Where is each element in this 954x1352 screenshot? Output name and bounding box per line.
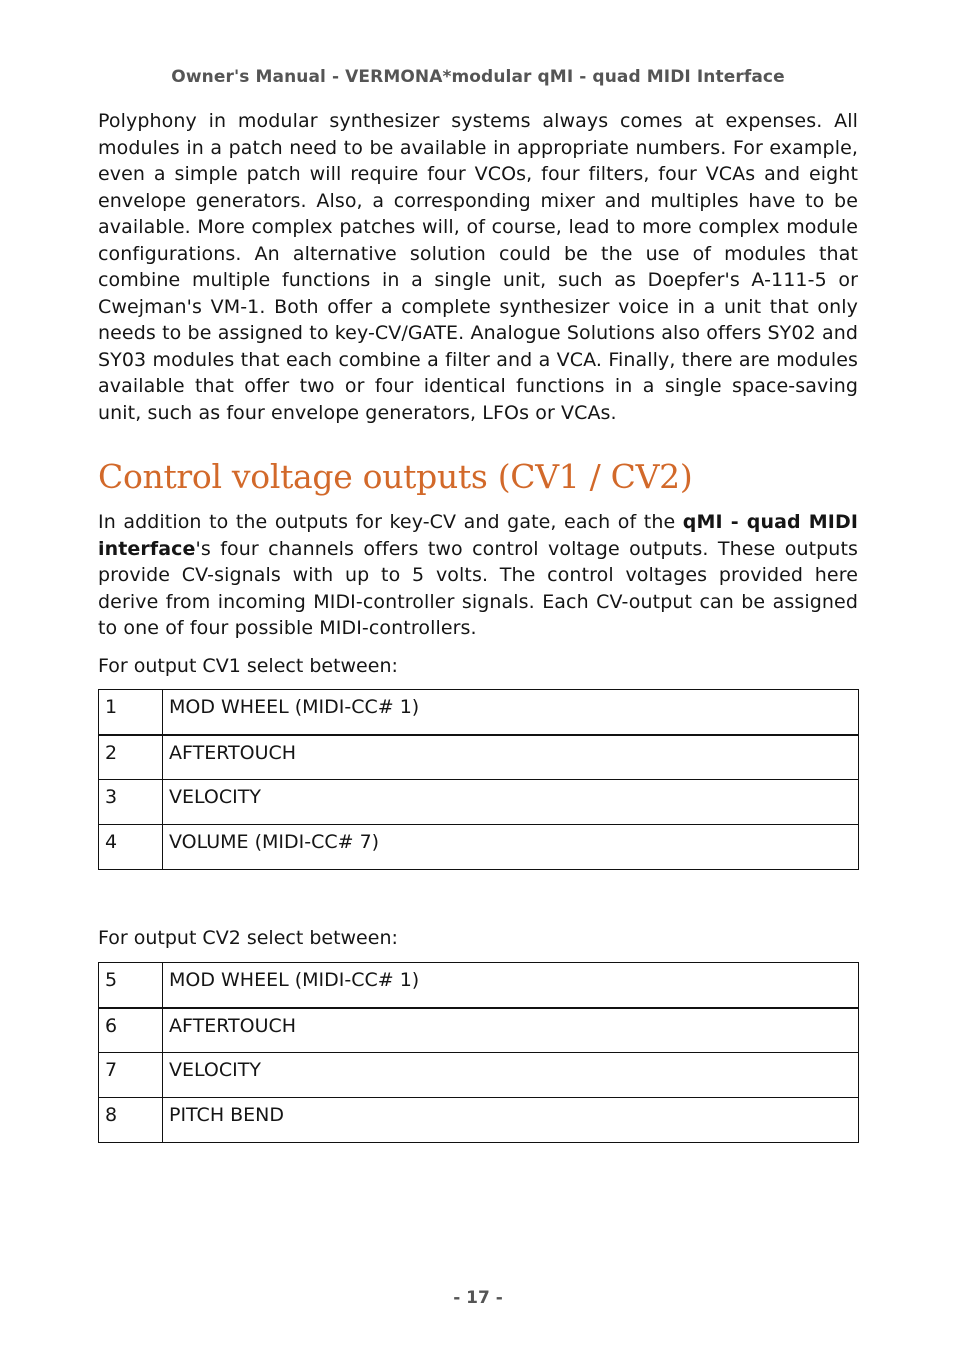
table-row xyxy=(99,780,859,825)
option-number: 6 xyxy=(99,1008,163,1053)
section-paragraph-suffix: 's four channels offers two control voltage outputs. These outputs provide CV-signals with up to 5 volts. The control voltages provided here derive from incoming MIDI-controller signals. Each CV-output can be assigned to one of four possible MIDI-controllers. xyxy=(98,537,858,639)
table-row xyxy=(99,825,859,870)
option-number: 8 xyxy=(99,1098,163,1143)
table-row xyxy=(99,1008,859,1053)
page-number: - 17 - xyxy=(453,1288,503,1308)
option-label: VOLUME (MIDI-CC# 7) xyxy=(163,825,859,870)
option-label: AFTERTOUCH xyxy=(163,735,859,780)
table-row xyxy=(99,1053,859,1098)
cv1-options-table xyxy=(98,689,859,870)
option-number: 4 xyxy=(99,825,163,870)
table-row xyxy=(99,690,859,735)
option-label: MOD WHEEL (MIDI-CC# 1) xyxy=(163,963,859,1008)
cv1-intro: For output CV1 select between: xyxy=(98,655,398,677)
option-number: 5 xyxy=(99,963,163,1008)
section-paragraph-prefix: In addition to the outputs for key-CV and gate, each of the xyxy=(98,511,683,533)
cv2-intro: For output CV2 select between: xyxy=(98,927,398,949)
cv2-options-table xyxy=(98,962,859,1143)
option-label: VELOCITY xyxy=(163,780,859,825)
option-number: 1 xyxy=(99,690,163,735)
section-heading: Control voltage outputs (CV1 / CV2) xyxy=(98,457,693,496)
option-label: PITCH BEND xyxy=(163,1098,859,1143)
table-row xyxy=(99,1098,859,1143)
running-header: Owner's Manual - VERMONA*modular qMI - quad MIDI Interface xyxy=(171,67,785,87)
table-row xyxy=(99,963,859,1008)
option-number: 2 xyxy=(99,735,163,780)
option-number: 3 xyxy=(99,780,163,825)
intro-paragraph: Polyphony in modular synthesizer systems always comes at expenses. All modules in a patch need to be available in appropriate numbers. For example, even a simple patch will require four VCOs, four filters, four VCAs and eight envelope generators. Also, a corresponding mixer and multiples have to be available. More complex patches will, of course, lead to more complex module configurations. An alternative solution could be the use of modules that combine multiple functions in a single unit, such as Doepfer's A-111-5 or Cwejman's VM-1. Both offer a complete synthesizer voice in a unit that only needs to be assigned to key-CV/GATE. Analogue Solutions also offers SY02 and SY03 modules that each combine a filter and a VCA. Finally, there are modules available that offer two or four identical functions in a single space-saving unit, such as four envelope generators, LFOs or VCAs. xyxy=(98,110,858,424)
option-label: MOD WHEEL (MIDI-CC# 1) xyxy=(163,690,859,735)
product-name: qMI - quad MIDI interface xyxy=(98,511,858,560)
option-number: 7 xyxy=(99,1053,163,1098)
table-row xyxy=(99,735,859,780)
option-label: AFTERTOUCH xyxy=(163,1008,859,1053)
option-label: VELOCITY xyxy=(163,1053,859,1098)
section-paragraph xyxy=(98,509,858,642)
